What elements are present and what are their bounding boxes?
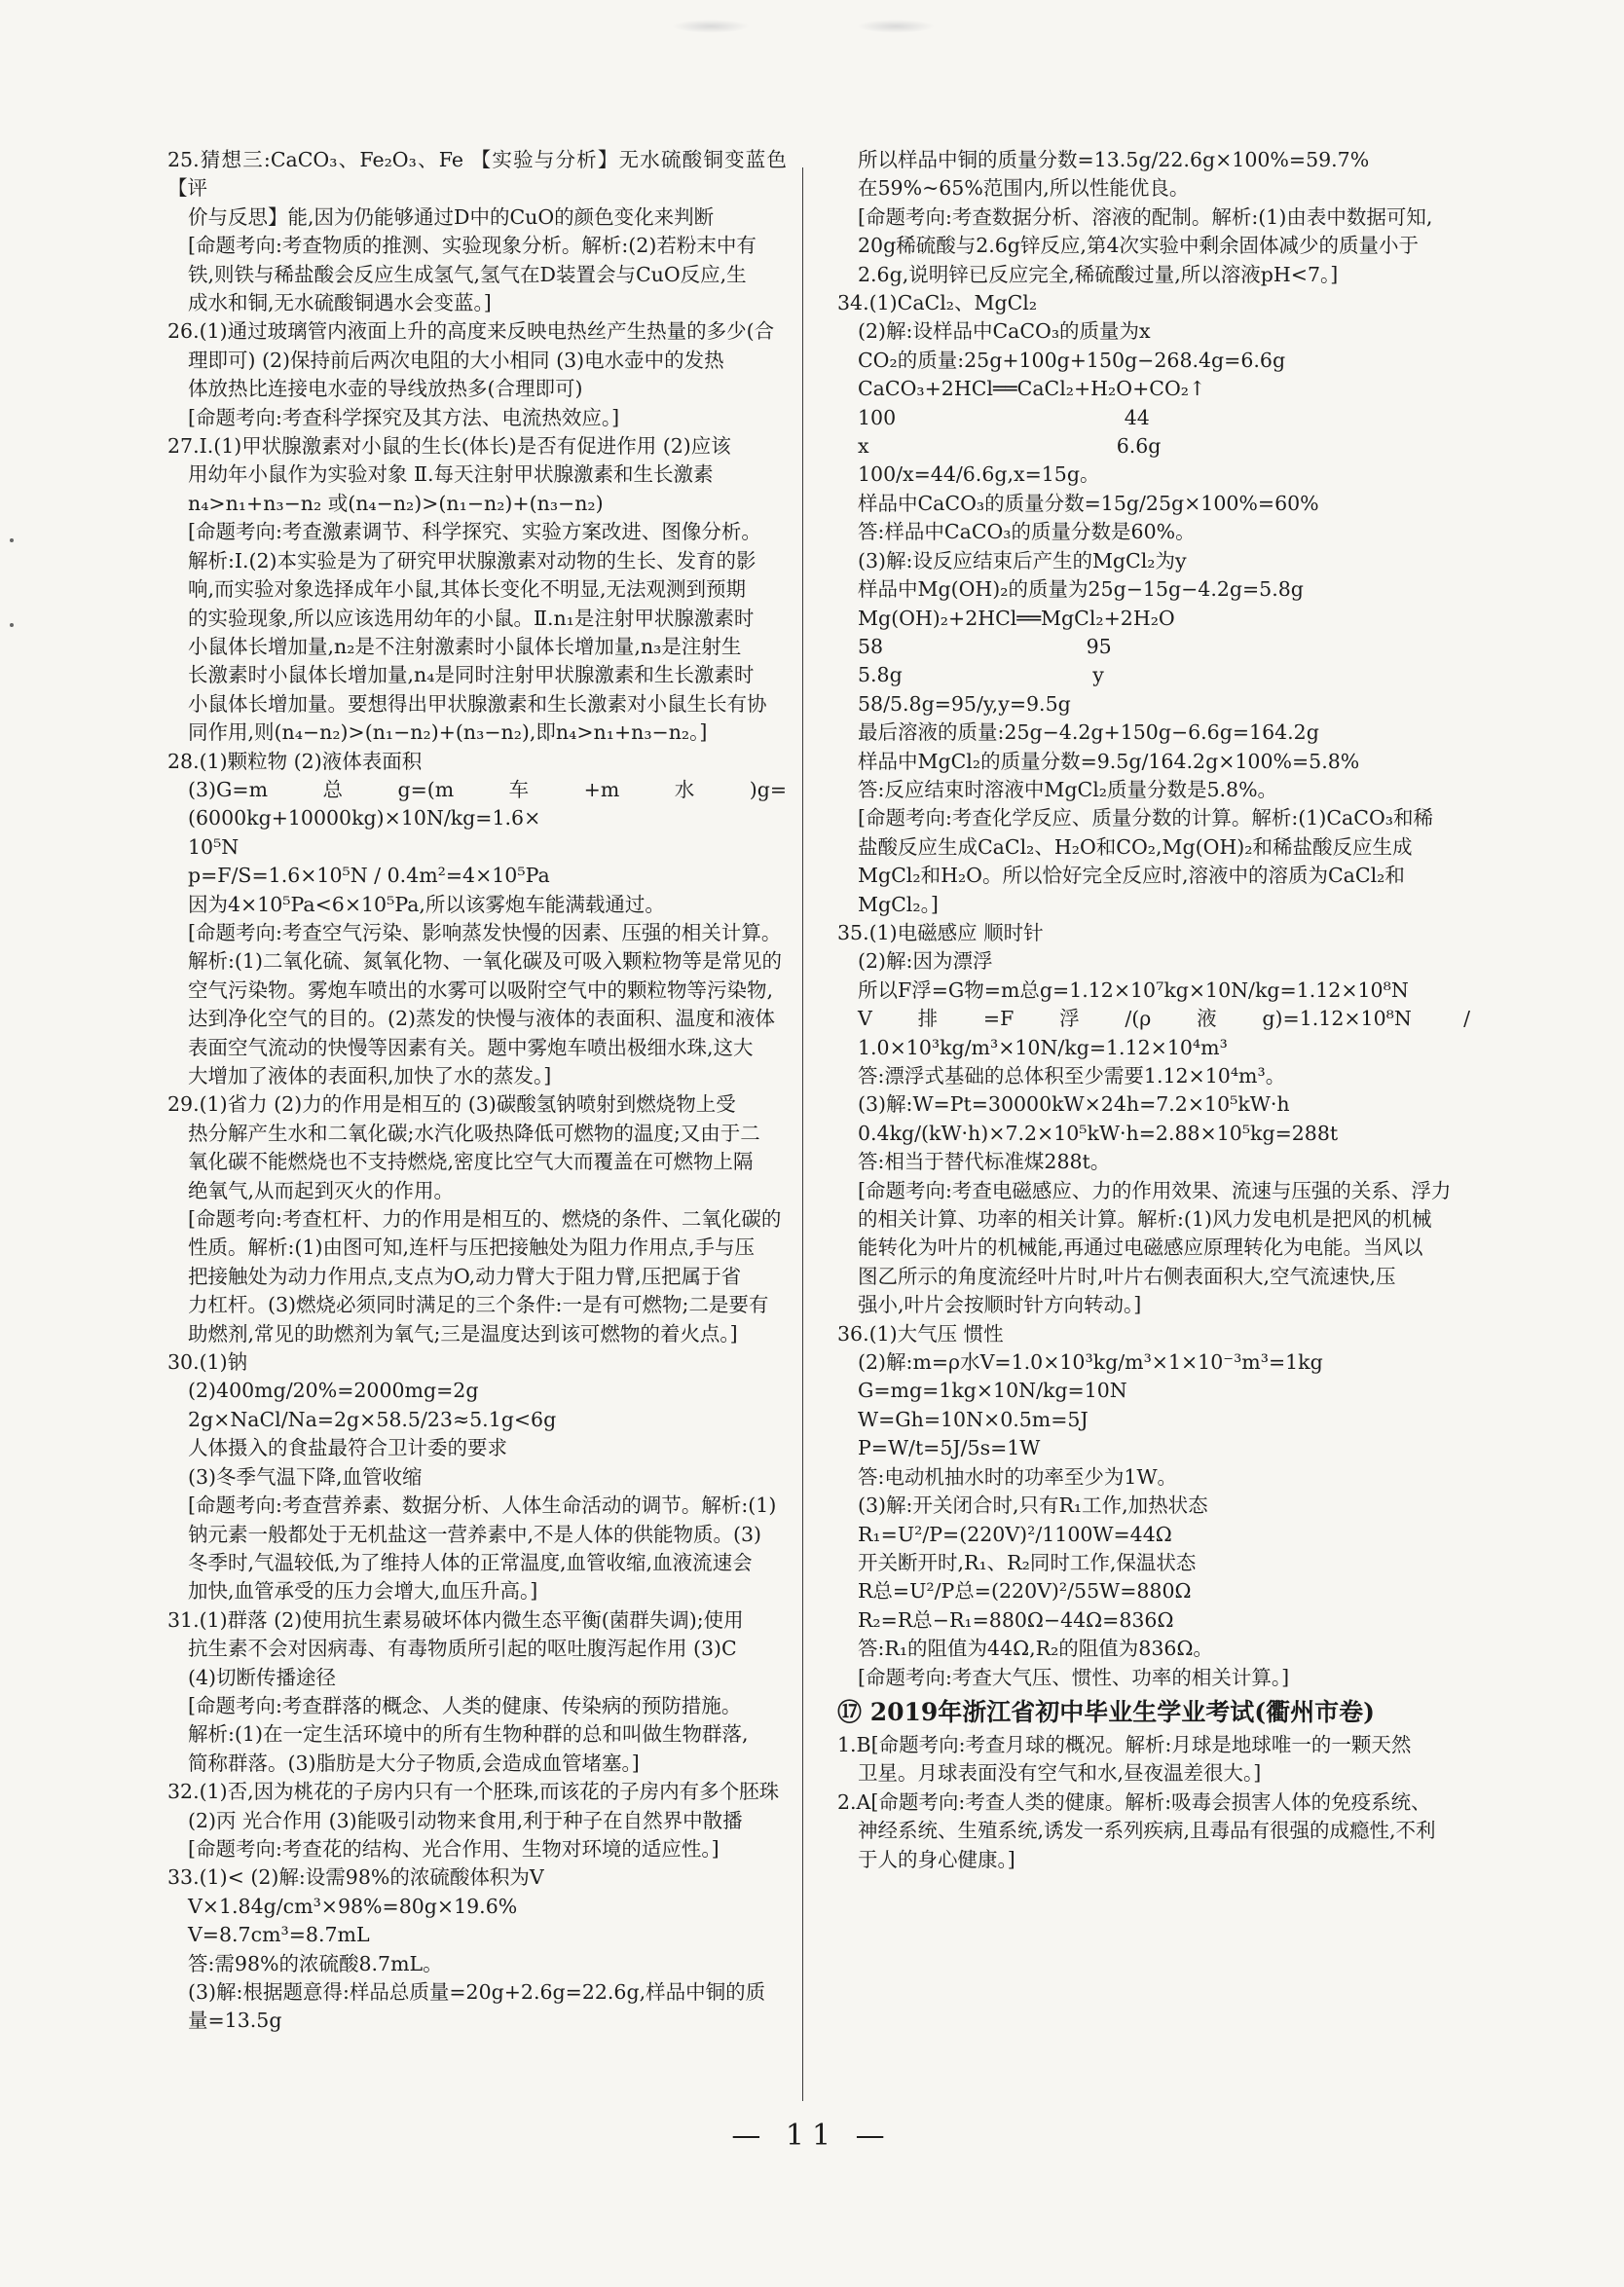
text-line: Mg(OH)₂+2HCl══MgCl₂+2H₂O <box>858 606 1175 630</box>
text-line: (3)解:根据题意得:样品总质量=20g+2.6g=22.6g,样品中铜的质 <box>188 1980 766 2004</box>
text-line: [命题考向:考查群落的概念、人类的健康、传染病的预防措施。 <box>188 1693 742 1717</box>
text-line: 图乙所示的角度流经叶片时,叶片右侧表面积大,空气流速快,压 <box>858 1264 1396 1288</box>
text-line: 28.(1)颗粒物 (2)液体表面积 <box>167 749 423 773</box>
text-line: 答:样品中CaCO₃的质量分数是60%。 <box>858 520 1196 544</box>
text-line: 31.(1)群落 (2)使用抗生素易破坏体内微生态平衡(菌群失调);使用 <box>167 1607 744 1632</box>
text-line: W=Gh=10N×0.5m=5J <box>858 1407 1089 1431</box>
text-line: 铁,则铁与稀盐酸会反应生成氢气,氢气在D装置会与CuO反应,生 <box>188 262 747 286</box>
scan-mark <box>857 19 935 33</box>
text-line: 绝氧气,从而起到灭火的作用。 <box>188 1178 455 1202</box>
text-line: V×1.84g/cm³×98%=80g×19.6% <box>188 1894 518 1918</box>
text-line: (4)切断传播途径 <box>188 1665 337 1689</box>
text-line: R总=U²/P总=(220V)²/55W=880Ω <box>858 1579 1192 1604</box>
scan-mark <box>672 19 750 33</box>
text-line: CaCO₃+2HCl══CaCl₂+H₂O+CO₂↑ <box>858 377 1206 401</box>
text-line: 0.4kg/(kW·h)×7.2×10⁵kW·h=2.88×10⁵kg=288t <box>858 1121 1339 1145</box>
text-line: 33.(1)< (2)解:设需98%的浓硫酸体积为V <box>167 1865 544 1890</box>
text-line: 加快,血管承受的压力会增大,血压升高。] <box>188 1579 538 1604</box>
text-line: 26.(1)通过玻璃管内液面上升的高度来反映电热丝产生热量的多少(合 <box>167 319 775 344</box>
text-line: 10⁵N <box>188 834 240 859</box>
text-line: 氧化碳不能燃烧也不支持燃烧,密度比空气大而覆盖在可燃物上隔 <box>188 1150 754 1174</box>
left-column <box>167 146 794 2103</box>
text-line: 盐酸反应生成CaCl₂、H₂O和CO₂,Mg(OH)₂和稀盐酸反应生成 <box>858 834 1413 859</box>
text-line: 热分解产生水和二氧化碳;水汽化吸热降低可燃物的温度;又由于二 <box>188 1121 760 1145</box>
text-line: 1.B[命题考向:考查月球的概况。解析:月球是地球唯一的一颗天然 <box>837 1732 1412 1756</box>
text-line: 解析:Ⅰ.(2)本实验是为了研究甲状腺激素对动物的生长、发育的影 <box>188 548 757 572</box>
text-line: (3)冬季气温下降,血管收缩 <box>188 1464 423 1489</box>
column-divider <box>802 167 803 2101</box>
text-line: 因为4×10⁵Pa<6×10⁵Pa,所以该雾炮车能满载通过。 <box>188 892 665 916</box>
text-line: (3)G=m总g=(m车+m水)g=(6000kg+10000kg)×10N/kg=1.6× <box>188 777 787 830</box>
text-line: 34.(1)CaCl₂、MgCl₂ <box>837 291 1038 315</box>
text-line: 100/x=44/6.6g,x=15g。 <box>858 462 1100 487</box>
text-line: (2)解:设样品中CaCO₃的质量为x <box>858 319 1151 344</box>
text-line: 所以样品中铜的质量分数=13.5g/22.6g×100%=59.7% <box>858 148 1370 171</box>
text-line: [命题考向:考查科学探究及其方法、电流热效应。] <box>188 405 620 429</box>
text-line: [命题考向:考查激素调节、科学探究、实验方案改进、图像分析。 <box>188 520 761 544</box>
text-line: 把接触处为动力作用点,支点为O,动力臂大于阻力臂,压把属于省 <box>188 1264 742 1288</box>
text-line: 5.8g y <box>858 663 1104 687</box>
text-line: 大增加了液体的表面积,加快了水的蒸发。] <box>188 1064 552 1088</box>
text-line: MgCl₂和H₂O。所以恰好完全反应时,溶液中的溶质为CaCl₂和 <box>858 864 1405 888</box>
text-line: [命题考向:考查杠杆、力的作用是相互的、燃烧的条件、二氧化碳的 <box>188 1207 782 1232</box>
text-line: 开关断开时,R₁、R₂同时工作,保温状态 <box>858 1550 1197 1574</box>
text-line: 达到净化空气的目的。(2)蒸发的快慢与液体的表面积、温度和液体 <box>188 1007 776 1031</box>
text-line: [命题考向:考查花的结构、光合作用、生物对环境的适应性。] <box>188 1836 720 1861</box>
section-heading: ⑰ 2019年浙江省初中毕业生学业考试(衢州市卷) <box>837 1697 1375 1726</box>
text-line: 样品中MgCl₂的质量分数=9.5g/164.2g×100%=5.8% <box>858 749 1360 773</box>
text-line: 表面空气流动的快慢等因素有关。题中雾炮车喷出极细水珠,这大 <box>188 1035 754 1059</box>
text-line: 力杠杆。(3)燃烧必须同时满足的三个条件:一是有可燃物;二是要有 <box>188 1293 769 1317</box>
text-line: 能转化为叶片的机械能,再通过电磁感应原理转化为电能。当风以 <box>858 1236 1423 1260</box>
text-line: 样品中Mg(OH)₂的质量为25g−15g−4.2g=5.8g <box>858 577 1304 602</box>
text-line: [命题考向:考查数据分析、溶液的配制。解析:(1)由表中数据可知, <box>858 204 1433 229</box>
text-line: 29.(1)省力 (2)力的作用是相互的 (3)碳酸氢钠喷射到燃烧物上受 <box>167 1092 736 1117</box>
text-line: 36.(1)大气压 惯性 <box>837 1321 1004 1346</box>
text-line: 答:反应结束时溶液中MgCl₂质量分数是5.8%。 <box>858 777 1278 801</box>
edge-mark <box>10 623 14 627</box>
text-line: 答:需98%的浓硫酸8.7mL。 <box>188 1951 443 1975</box>
text-line: 的实验现象,所以应该选用幼年的小鼠。Ⅱ.n₁是注射甲状腺激素时 <box>188 606 755 630</box>
right-column <box>837 146 1477 2103</box>
text-line: [命题考向:考查电磁感应、力的作用效果、流速与压强的关系、浮力 <box>858 1178 1452 1202</box>
text-line: 体放热比连接电水壶的导线放热多(合理即可) <box>188 377 583 401</box>
text-line: [命题考向:考查营养素、数据分析、人体生命活动的调节。解析:(1) <box>188 1494 777 1518</box>
text-line: P=W/t=5J/5s=1W <box>858 1436 1041 1460</box>
text-line: [命题考向:考查空气污染、影响蒸发快慢的因素、压强的相关计算。 <box>188 920 782 944</box>
text-line: 答:漂浮式基础的总体积至少需要1.12×10⁴m³。 <box>858 1064 1286 1088</box>
text-line: 空气污染物。雾炮车喷出的水雾可以吸附空气中的颗粒物等污染物, <box>188 978 774 1002</box>
text-line: V排=F浮/(ρ液g)=1.12×10⁸N / 1.0×10³kg/m³×10N/kg=1.12×10⁴m³ <box>858 1007 1477 1059</box>
text-line: 2.A[命题考向:考查人类的健康。解析:吸毒会损害人体的免疫系统、 <box>837 1789 1431 1814</box>
text-line: 100 44 <box>858 405 1150 429</box>
text-line: (2)解:因为漂浮 <box>858 949 993 974</box>
text-line: 35.(1)电磁感应 顺时针 <box>837 920 1044 944</box>
text-line: 58/5.8g=95/y,y=9.5g <box>858 691 1071 716</box>
text-line: 长激素时小鼠体长增加量,n₄是同时注射甲状腺激素和生长激素时 <box>188 663 755 687</box>
text-line: 人体摄入的食盐最符合卫计委的要求 <box>188 1436 507 1460</box>
text-line: 量=13.5g <box>188 2009 282 2033</box>
text-line: 27.Ⅰ.(1)甲状腺激素对小鼠的生长(体长)是否有促进作用 (2)应该 <box>167 434 731 459</box>
text-line: V=8.7cm³=8.7mL <box>188 1923 370 1947</box>
text-line: 同作用,则(n₄−n₂)>(n₁−n₂)+(n₃−n₂),即n₄>n₁+n₃−n₂。] <box>188 720 708 745</box>
text-line: 理即可) (2)保持前后两次电阻的大小相同 (3)电水壶中的发热 <box>188 348 724 372</box>
text-line: (2)400mg/20%=2000mg=2g <box>188 1379 479 1403</box>
page-number: — 11 — <box>731 2119 893 2153</box>
text-line: 最后溶液的质量:25g−4.2g+150g−6.6g=164.2g <box>858 720 1319 745</box>
text-line: (3)解:W=Pt=30000kW×24h=7.2×10⁵kW·h <box>858 1092 1290 1117</box>
edge-mark <box>10 538 14 542</box>
text-line: 答:R₁的阻值为44Ω,R₂的阻值为836Ω。 <box>858 1637 1213 1661</box>
text-line: 响,而实验对象选择成年小鼠,其体长变化不明显,无法观测到预期 <box>188 577 747 602</box>
text-line: 强小,叶片会按顺时针方向转动。] <box>858 1293 1142 1317</box>
right-answers-part-1 <box>837 146 1477 1692</box>
text-line: 答:相当于替代标准煤288t。 <box>858 1150 1111 1174</box>
text-line: 性质。解析:(1)由图可知,连杆与压把接触处为阻力作用点,手与压 <box>188 1236 755 1260</box>
text-line: 的相关计算、功率的相关计算。解析:(1)风力发电机是把风的机械 <box>858 1207 1432 1232</box>
text-line: x 6.6g <box>858 434 1162 459</box>
text-line: 20g稀硫酸与2.6g锌反应,第4次实验中剩余固体减少的质量小于 <box>858 234 1419 258</box>
text-line: [命题考向:考查大气压、惯性、功率的相关计算。] <box>858 1665 1290 1689</box>
text-line: (3)解:设反应结束后产生的MgCl₂为y <box>858 548 1187 572</box>
text-line: 小鼠体长增加量,n₂是不注射激素时小鼠体长增加量,n₃是注射生 <box>188 634 742 658</box>
text-line: 30.(1)钠 <box>167 1350 248 1375</box>
text-line: MgCl₂。] <box>858 892 939 916</box>
text-line: 所以F浮=G物=m总g=1.12×10⁷kg×10N/kg=1.12×10⁸N <box>858 978 1409 1002</box>
text-line: 解析:(1)二氧化硫、氮氧化物、一氧化碳及可吸入颗粒物等是常见的 <box>188 949 782 974</box>
text-line: 于人的身心健康。] <box>858 1847 1015 1871</box>
text-line: 助燃剂,常见的助燃剂为氧气;三是温度达到该可燃物的着火点。] <box>188 1321 738 1346</box>
right-answers-part-2 <box>837 1731 1470 1874</box>
text-line: 2.6g,说明锌已反应完全,稀硫酸过量,所以溶液pH<7。] <box>858 262 1339 286</box>
text-line: p=F/S=1.6×10⁵N / 0.4m²=4×10⁵Pa <box>188 864 550 888</box>
text-line: n₄>n₁+n₃−n₂ 或(n₄−n₂)>(n₁−n₂)+(n₃−n₂) <box>188 491 604 515</box>
text-line: 在59%~65%范围内,所以性能优良。 <box>858 176 1190 201</box>
text-line: 成水和铜,无水硫酸铜遇水会变蓝。] <box>188 291 492 315</box>
text-line: [命题考向:考查物质的推测、实验现象分析。解析:(2)若粉末中有 <box>188 234 757 258</box>
text-line: (2)解:m=ρ水V=1.0×10³kg/m³×1×10⁻³m³=1kg <box>858 1350 1323 1375</box>
text-line: 小鼠体长增加量。要想得出甲状腺激素和生长激素对小鼠生长有协 <box>188 691 767 716</box>
text-line: 2g×NaCl/Na=2g×58.5/23≈5.1g<6g <box>188 1407 557 1431</box>
text-line: 钠元素一般都处于无机盐这一营养素中,不是人体的供能物质。(3) <box>188 1522 762 1546</box>
text-line: CO₂的质量:25g+100g+150g−268.4g=6.6g <box>858 348 1286 372</box>
text-line: 冬季时,气温较低,为了维持人体的正常温度,血管收缩,血液流速会 <box>188 1550 753 1574</box>
text-line: 58 95 <box>858 634 1112 658</box>
text-line: 答:电动机抽水时的功率至少为1W。 <box>858 1464 1178 1489</box>
text-line: 神经系统、生殖系统,诱发一系列疾病,且毒品有很强的成瘾性,不利 <box>858 1819 1436 1843</box>
text-line: 抗生素不会对因病毒、有毒物质所引起的呕吐腹泻起作用 (3)C <box>188 1637 737 1661</box>
text-line: R₂=R总−R₁=880Ω−44Ω=836Ω <box>858 1607 1174 1632</box>
text-line: R₁=U²/P=(220V)²/1100W=44Ω <box>858 1522 1172 1546</box>
text-line: 用幼年小鼠作为实验对象 Ⅱ.每天注射甲状腺激素和生长激素 <box>188 462 714 487</box>
text-line: [命题考向:考查化学反应、质量分数的计算。解析:(1)CaCO₃和稀 <box>858 806 1433 830</box>
text-line: 卫星。月球表面没有空气和水,昼夜温差很大。] <box>858 1761 1262 1786</box>
text-line: G=mg=1kg×10N/kg=10N <box>858 1379 1127 1403</box>
text-line: 解析:(1)在一定生活环境中的所有生物种群的总和叫做生物群落, <box>188 1722 749 1747</box>
text-line: 简称群落。(3)脂肪是大分子物质,会造成血管堵塞。] <box>188 1751 640 1775</box>
text-line: 32.(1)否,因为桃花的子房内只有一个胚珠,而该花的子房内有多个胚珠 <box>167 1780 780 1804</box>
text-line: (3)解:开关闭合时,只有R₁工作,加热状态 <box>858 1494 1208 1518</box>
text-line: 样品中CaCO₃的质量分数=15g/25g×100%=60% <box>858 491 1319 515</box>
text-line: 25.猜想三:CaCO₃、Fe₂O₃、Fe 【实验与分析】无水硫酸铜变蓝色 【评 <box>167 148 794 201</box>
text-line: (2)丙 光合作用 (3)能吸引动物来食用,利于种子在自然界中散播 <box>188 1808 743 1832</box>
text-line: 价与反思】能,因为仍能够通过D中的CuO的颜色变化来判断 <box>188 204 715 229</box>
